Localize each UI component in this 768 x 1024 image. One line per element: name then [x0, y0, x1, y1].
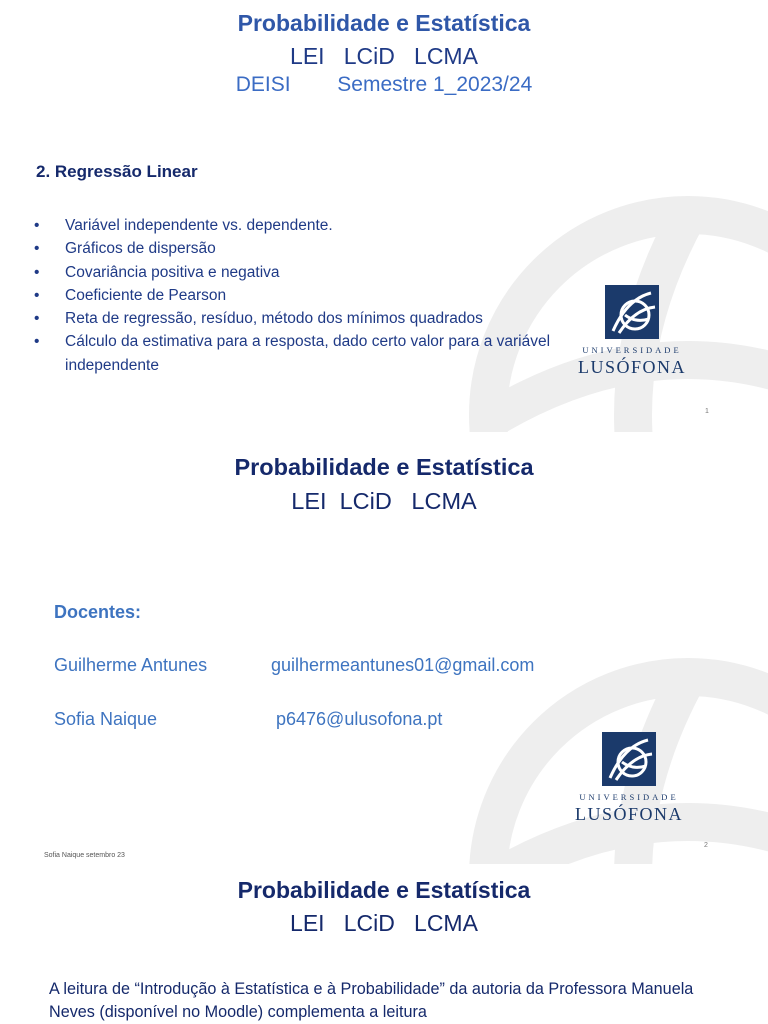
- teacher-name: Guilherme Antunes: [54, 655, 208, 675]
- teachers-label: Docentes:: [54, 602, 142, 622]
- lusofona-logo-icon: [602, 732, 656, 786]
- slide-title: Probabilidade e Estatística: [237, 877, 531, 903]
- slide-title: Probabilidade e Estatística: [237, 10, 531, 36]
- programs-line: LEI LCiD LCMA: [291, 488, 477, 514]
- topic-item: • Variável independente vs. dependente.: [34, 214, 564, 237]
- page-number: 1: [705, 408, 709, 415]
- logo-line-2: LUSÓFONA: [577, 357, 686, 377]
- logo-line-1: UNIVERSIDADE: [582, 345, 682, 355]
- topic-item: • Gráficos de dispersão: [34, 237, 564, 260]
- logo-line-2: LUSÓFONA: [574, 804, 683, 824]
- teacher-email[interactable]: p6476@ulusofona.pt: [276, 709, 443, 729]
- topic-item: • Coeficiente de Pearson: [34, 284, 564, 307]
- slide-2: [0, 432, 768, 864]
- university-logo: [569, 732, 689, 825]
- programs-line: LEI LCiD LCMA: [290, 910, 478, 936]
- department-semester-line: DEISI Semestre 1_2023/24: [235, 73, 533, 96]
- reading-note: A leitura de “Introdução à Estatística e à Probabilidade” da autoria da Professora Manuela Neves (disponível no Moodle) complementa a leitura: [49, 980, 694, 1021]
- topic-list: [34, 214, 564, 377]
- teacher-name: Sofia Naique: [54, 709, 158, 729]
- page-number: 2: [704, 842, 708, 849]
- topic-item: • Covariância positiva e negativa: [34, 261, 564, 284]
- slide-1: [0, 0, 768, 432]
- teacher-email[interactable]: guilhermeantunes01@gmail.com: [271, 655, 535, 675]
- logo-line-1: UNIVERSIDADE: [579, 792, 679, 802]
- programs-line: LEI LCiD LCMA: [290, 43, 478, 69]
- topic-item: • Reta de regressão, resíduo, método dos mínimos quadrados: [34, 307, 564, 330]
- slide-3: [0, 864, 768, 1024]
- university-logo: [572, 285, 692, 378]
- slide-title: Probabilidade e Estatística: [234, 454, 534, 480]
- slide-footer: Sofia Naique setembro 23: [44, 852, 125, 859]
- topic-item: • Cálculo da estimativa para a resposta, dado certo valor para a variável independente: [34, 330, 564, 377]
- lusofona-logo-icon: [605, 285, 659, 339]
- section-heading: 2. Regressão Linear: [36, 162, 198, 181]
